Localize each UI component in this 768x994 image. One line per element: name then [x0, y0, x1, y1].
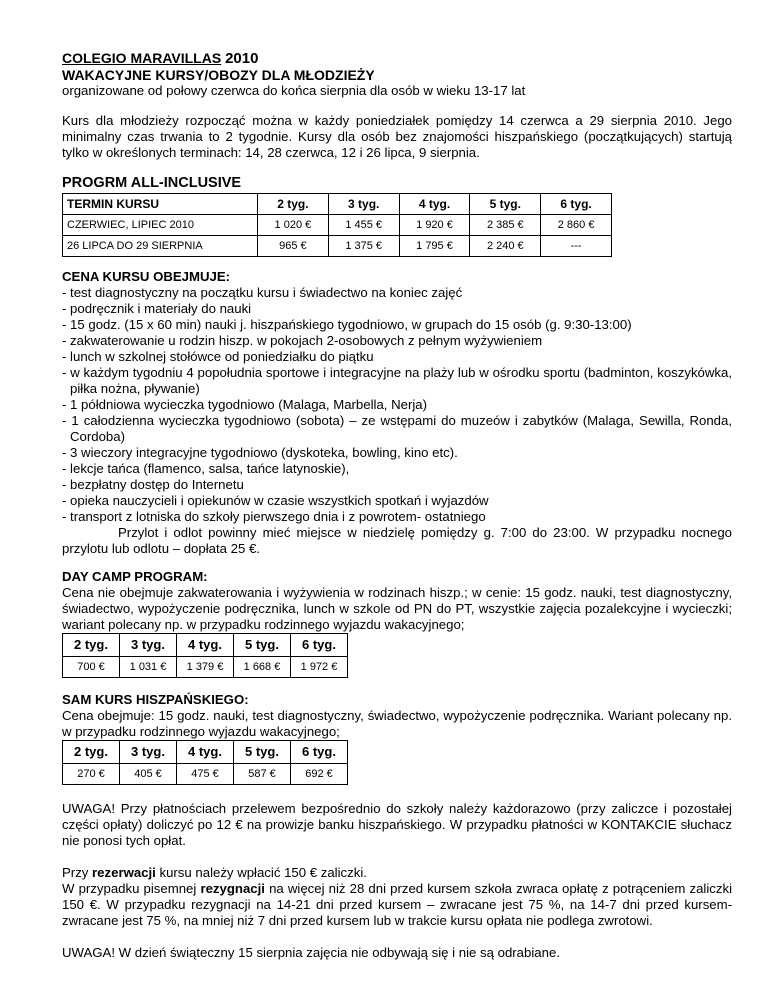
header-cell: 2 tyg. [63, 741, 120, 764]
year: 2010 [225, 50, 259, 67]
table-row [63, 236, 612, 257]
price-cell: 2 860 € [541, 215, 612, 236]
table-header-row [63, 194, 612, 215]
list-item: - 15 godz. (15 x 60 min) nauki j. hiszpańskiego tygodniowo, w grupach do 15 osób (g. 9:30-13:00) [62, 317, 632, 332]
payment-note: UWAGA! Przy płatnościach przelewem bezpośrednio do szkoły należy każdorazowo (przy zaliczce i pozostałej części opłaty) doliczyć po 12 € na prowizje banku hiszpańskiego. W przypadku płatności w KONTAKCIE słuchacz nie ponosi tych opłat. [62, 801, 732, 848]
price-cell: 2 385 € [470, 215, 541, 236]
list-item: - opieka nauczycieli i opiekunów w czasie wszystkich spotkań i wyjazdów [62, 493, 489, 508]
header-cell: 4 tyg. [177, 741, 234, 764]
header-cell: 4 tyg. [177, 634, 234, 657]
list-item: - transport z lotniska do szkoły pierwszego dnia i z powrotem- ostatniego [62, 509, 486, 524]
daycamp-text: Cena nie obejmuje zakwaterowania i wyżywienia w rodzinach hiszp.; w cenie: 15 godz. nauki, test diagnostyczny, świadectwo, wypożyczenie podręcznika, lunch w szkole od PN do PT, wszystkie zajęcia pozalekcyjne i wycieczki; wariant polecany np. w przypadku rodzinnego wyjazdu wakacyjnego; [62, 585, 732, 632]
document-subtitle: WAKACYJNE KURSY/OBOZY DLA MŁODZIEŻY [62, 67, 375, 83]
table-row [63, 657, 348, 678]
document-page [62, 50, 732, 961]
includes-title: CENA KURSU OBEJMUJE: [62, 269, 231, 284]
tagline: organizowane od połowy czerwca do końca sierpnia dla osób w wieku 13-17 lat [62, 83, 526, 98]
price-cell: 1 379 € [177, 657, 234, 678]
price-cell: 587 € [234, 764, 291, 785]
document-title [62, 50, 732, 67]
includes-list [62, 285, 732, 525]
header-cell: 5 tyg. [234, 634, 291, 657]
header-cell: 3 tyg. [328, 194, 399, 215]
price-cell: 1 668 € [234, 657, 291, 678]
list-item: - 1 półdniowa wycieczka tygodniowo (Malaga, Marbella, Nerja) [62, 397, 428, 412]
price-cell: 1 972 € [291, 657, 348, 678]
header-cell: 2 tyg. [258, 194, 329, 215]
list-item: - test diagnostyczny na początku kursu i świadectwo na koniec zajęć [62, 285, 463, 300]
table-header-row [63, 634, 348, 657]
list-item: - lunch w szkolnej stołówce od poniedziałku do piątku [62, 349, 374, 364]
daycamp-title: DAY CAMP PROGRAM: [62, 569, 208, 584]
intro-paragraph: Kurs dla młodzieży rozpocząć można w każdy poniedziałek pomiędzy 14 czerwca a 29 sierpnia 2010. Jego minimalny czas trwania to 2 tygodnie. Kursy dla osób bez znajomości hiszpańskiego (początkujących) startują tylko w określonych terminach: 14, 28 czerwca, 12 i 26 lipca, 9 sierpnia. [62, 113, 732, 160]
course-price-table [62, 740, 348, 785]
price-cell: 965 € [258, 236, 329, 257]
price-cell: 1 031 € [120, 657, 177, 678]
price-cell: 1 020 € [258, 215, 329, 236]
price-cell: 700 € [63, 657, 120, 678]
header-cell: 2 tyg. [63, 634, 120, 657]
reservation-keyword: rezerwacji [92, 865, 156, 880]
header-cell: 5 tyg. [234, 741, 291, 764]
header-cell: 6 tyg. [291, 741, 348, 764]
arrival-note: Przylot i odlot powinny mieć miejsce w niedzielę pomiędzy g. 7:00 do 23:00. W przypadku nocnego przylotu lub odlotu – dopłata 25 €. [62, 525, 732, 556]
price-cell: --- [541, 236, 612, 257]
list-item: - w każdym tygodniu 4 popołudnia sportowe i integracyjne na plaży lub w ośrodku sportu (badminton, koszykówka, piłka nożna, pływanie) [62, 365, 732, 396]
list-item: - bezpłatny dostęp do Internetu [62, 477, 244, 492]
allinclusive-price-table [62, 193, 612, 257]
table-row [63, 215, 612, 236]
resignation-note: W przypadku pisemnej rezygnacji na więcej niż 28 dni przed kursem szkoła zwraca opłatę z potrąceniem zaliczki 150 €. W przypadku rezygnacji na 14-21 dni przed kursem – zwracane jest 75 %, na 14-7 dni przed kursem- zwracane jest 75 %, na mniej niż 7 dni przed kursem lub w trakcie kursu opłata nie podlega zwrotowi. [62, 881, 732, 928]
header-cell: 3 tyg. [120, 741, 177, 764]
list-item: - podręcznik i materiały do nauki [62, 301, 252, 316]
price-cell: 270 € [63, 764, 120, 785]
header-cell: 5 tyg. [470, 194, 541, 215]
list-item: - 3 wieczory integracyjne tygodniowo (dyskoteka, bowling, kino etc). [62, 445, 458, 460]
daycamp-price-table [62, 633, 348, 678]
header-cell: 6 tyg. [291, 634, 348, 657]
price-cell: 1 920 € [399, 215, 470, 236]
list-item: - lekcje tańca (flamenco, salsa, tańce latynoskie), [62, 461, 350, 476]
header-cell: 3 tyg. [120, 634, 177, 657]
header-cell: TERMIN KURSU [63, 194, 258, 215]
allinclusive-title: PROGRM ALL-INCLUSIVE [62, 175, 242, 191]
price-cell: 1 795 € [399, 236, 470, 257]
price-cell: 1 455 € [328, 215, 399, 236]
price-cell: 405 € [120, 764, 177, 785]
price-cell: 692 € [291, 764, 348, 785]
reservation-note: Przy rezerwacji kursu należy wpłacić 150 € zaliczki. [62, 865, 367, 880]
course-title: SAM KURS HISZPAŃSKIEGO: [62, 692, 249, 707]
course-text: Cena obejmuje: 15 godz. nauki, test diagnostyczny, świadectwo, wypożyczenie podręcznika. Wariant polecany np. w przypadku rodzinnego wyjazdu wakacyjnego; [62, 708, 732, 739]
table-header-row [63, 741, 348, 764]
list-item: - zakwaterowanie u rodzin hiszp. w pokojach 2-osobowych z pełnym wyżywieniem [62, 333, 543, 348]
header-cell: 6 tyg. [541, 194, 612, 215]
school-name: COLEGIO MARAVILLAS [62, 50, 222, 66]
table-row [63, 764, 348, 785]
list-item: - 1 całodzienna wycieczka tygodniowo (sobota) – ze wstępami do muzeów i zabytków (Malaga, Sewilla, Ronda, Cordoba) [62, 413, 732, 444]
resignation-keyword: rezygnacji [200, 881, 265, 896]
term-cell: 26 LIPCA DO 29 SIERPNIA [63, 236, 258, 257]
term-cell: CZERWIEC, LIPIEC 2010 [63, 215, 258, 236]
header-cell: 4 tyg. [399, 194, 470, 215]
price-cell: 475 € [177, 764, 234, 785]
price-cell: 2 240 € [470, 236, 541, 257]
holiday-note: UWAGA! W dzień świąteczny 15 sierpnia zajęcia nie odbywają się i nie są odrabiane. [62, 945, 560, 960]
price-cell: 1 375 € [328, 236, 399, 257]
